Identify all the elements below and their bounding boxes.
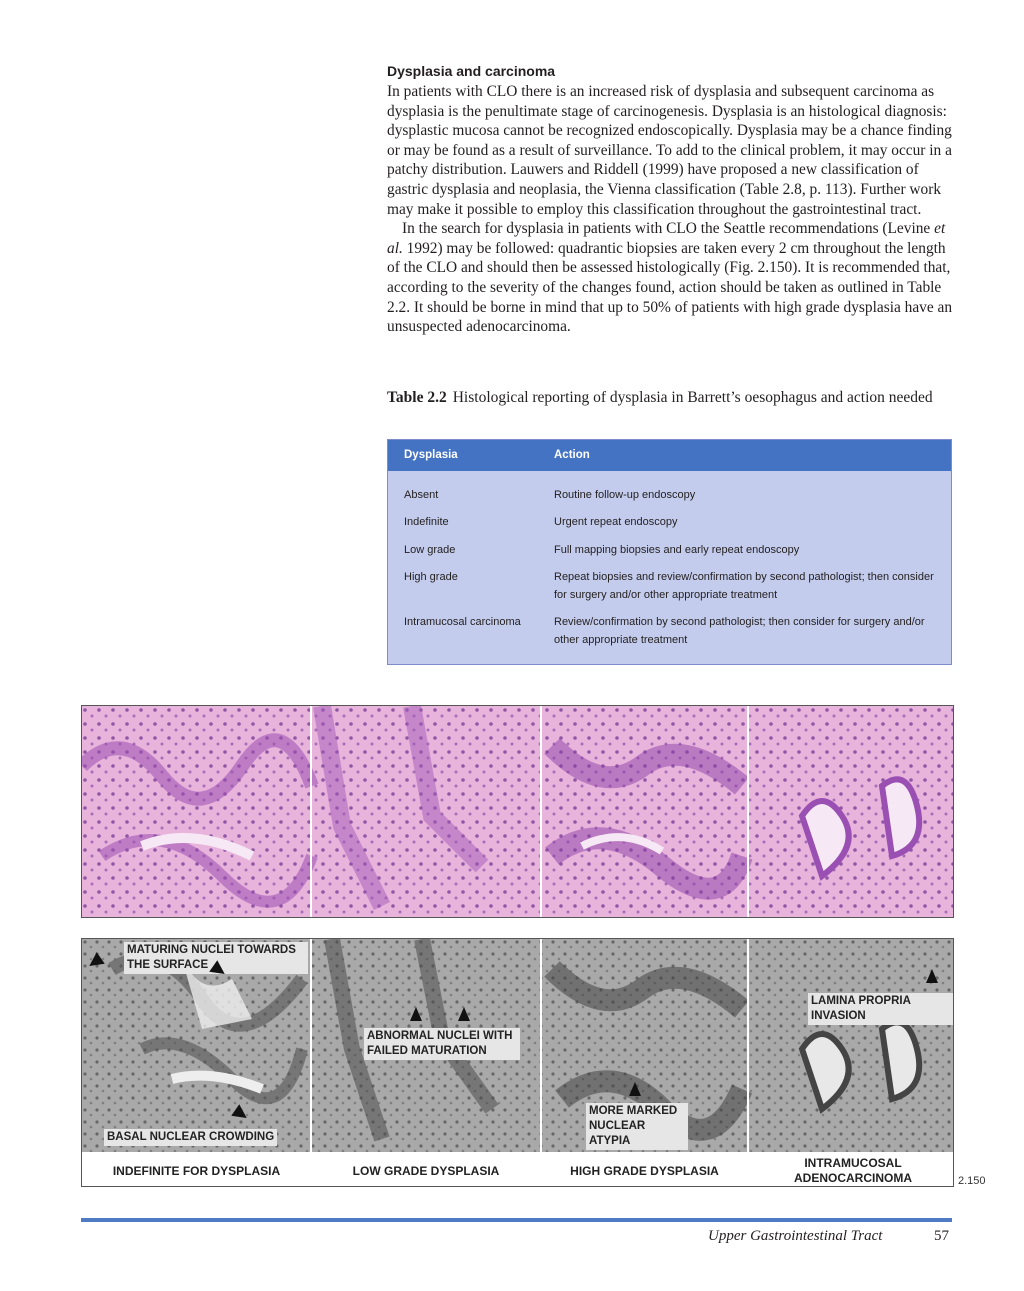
arrow-icon <box>926 969 938 983</box>
table-cell-action: Full mapping biopsies and early repeat endoscopy <box>554 544 800 556</box>
caption-high-grade: HIGH GRADE DYSPLASIA <box>570 1164 719 1178</box>
table-cell-dysplasia: High grade <box>404 571 458 583</box>
table-caption <box>387 388 952 408</box>
table-cell-dysplasia: Indefinite <box>404 516 449 528</box>
annotation-lamina-propria: LAMINA PROPRIA INVASION <box>808 993 953 1025</box>
figure-captions-row <box>82 1152 954 1187</box>
arrow-icon <box>458 1007 470 1021</box>
arrow-icon <box>410 1007 422 1021</box>
table-cell-action: Urgent repeat endoscopy <box>554 516 678 528</box>
page-number: 57 <box>934 1228 949 1244</box>
table-cell-dysplasia: Absent <box>404 489 439 501</box>
arrow-icon <box>629 1082 641 1096</box>
table-header-dysplasia: Dysplasia <box>404 449 458 461</box>
paragraph-2-citation-etal: et al. <box>387 220 946 257</box>
annotation-basal-crowding: BASAL NUCLEAR CROWDING <box>104 1129 277 1146</box>
caption-low-grade: LOW GRADE DYSPLASIA <box>352 1164 500 1178</box>
table-cell-action: Review/confirmation by second pathologist; then consider for surgery and/or other appropriate treatment <box>554 616 925 646</box>
paragraph-2 <box>387 219 955 337</box>
annotation-maturing-nuclei: MATURING NUCLEI TOWARDS THE SURFACE <box>124 942 308 974</box>
table-cell-dysplasia: Low grade <box>404 544 456 556</box>
paragraph-2-part-a: In the search for dysplasia in patients with CLO the Seattle recommendations (Levine <box>402 220 935 238</box>
table-cell-action: Repeat biopsies and review/confirmation by second pathologist; then consider for surgery and/or other appropriate treatment <box>554 571 934 601</box>
body-text <box>387 82 955 337</box>
table-header-action: Action <box>554 449 590 461</box>
paragraph-1: In patients with CLO there is an increased risk of dysplasia and subsequent carcinoma as dysplasia is the penultimate stage of carcinogenesis. Dysplasia is an histological diagnosis: dysplastic mucosa cannot be recognized endoscopically. Dysplasia may be a chance finding or may be found as a result of surveillance. To add to the clinical problem, it may occur in a patchy distribution. Lauwers and Riddell (1999) have proposed a new classification of gastric dysplasia and neoplasia, the Vienna classification (Table 2.8, p. 113). Further work may make it possible to employ this classification throughout the gastrointestinal tract. <box>387 83 952 218</box>
caption-indefinite: INDEFINITE FOR DYSPLASIA <box>112 1164 281 1178</box>
table-header-row <box>388 440 951 471</box>
figure-number: 2.150 <box>958 1175 986 1187</box>
color-micrograph-strip <box>81 705 954 918</box>
color-micrograph-image <box>82 706 954 918</box>
annotation-abnormal-nuclei: ABNORMAL NUCLEI WITH FAILED MATURATION <box>364 1028 520 1060</box>
paragraph-2-part-b: 1992) may be followed: quadrantic biopsies are taken every 2 cm throughout the length of the CLO and should then be assessed histologically (Fig. 2.150). It is recommended that, according to the severity of the changes found, action should be taken as outlined in Table 2.2. It should be borne in mind that up to 50% of patients with high grade dysplasia have an unsuspected adenocarcinoma. <box>387 239 953 336</box>
table-caption-text: Histological reporting of dysplasia in Barrett’s oesophagus and action needed <box>452 389 933 406</box>
running-title: Upper Gastrointestinal Tract <box>708 1228 883 1244</box>
dysplasia-table <box>387 439 952 665</box>
annotation-marked-atypia: MORE MARKED NUCLEAR ATYPIA <box>586 1103 688 1150</box>
footer-rule <box>81 1218 952 1222</box>
table-cell-dysplasia: Intramucosal carcinoma <box>404 616 521 628</box>
section-heading: Dysplasia and carcinoma <box>387 63 556 79</box>
annotated-micrograph-strip <box>81 938 954 1187</box>
table-cell-action: Routine follow-up endoscopy <box>554 489 696 501</box>
table-label: Table 2.2 <box>387 389 447 406</box>
caption-intramucosal: INTRAMUCOSAL ADENOCARCINOMA <box>794 1156 912 1185</box>
